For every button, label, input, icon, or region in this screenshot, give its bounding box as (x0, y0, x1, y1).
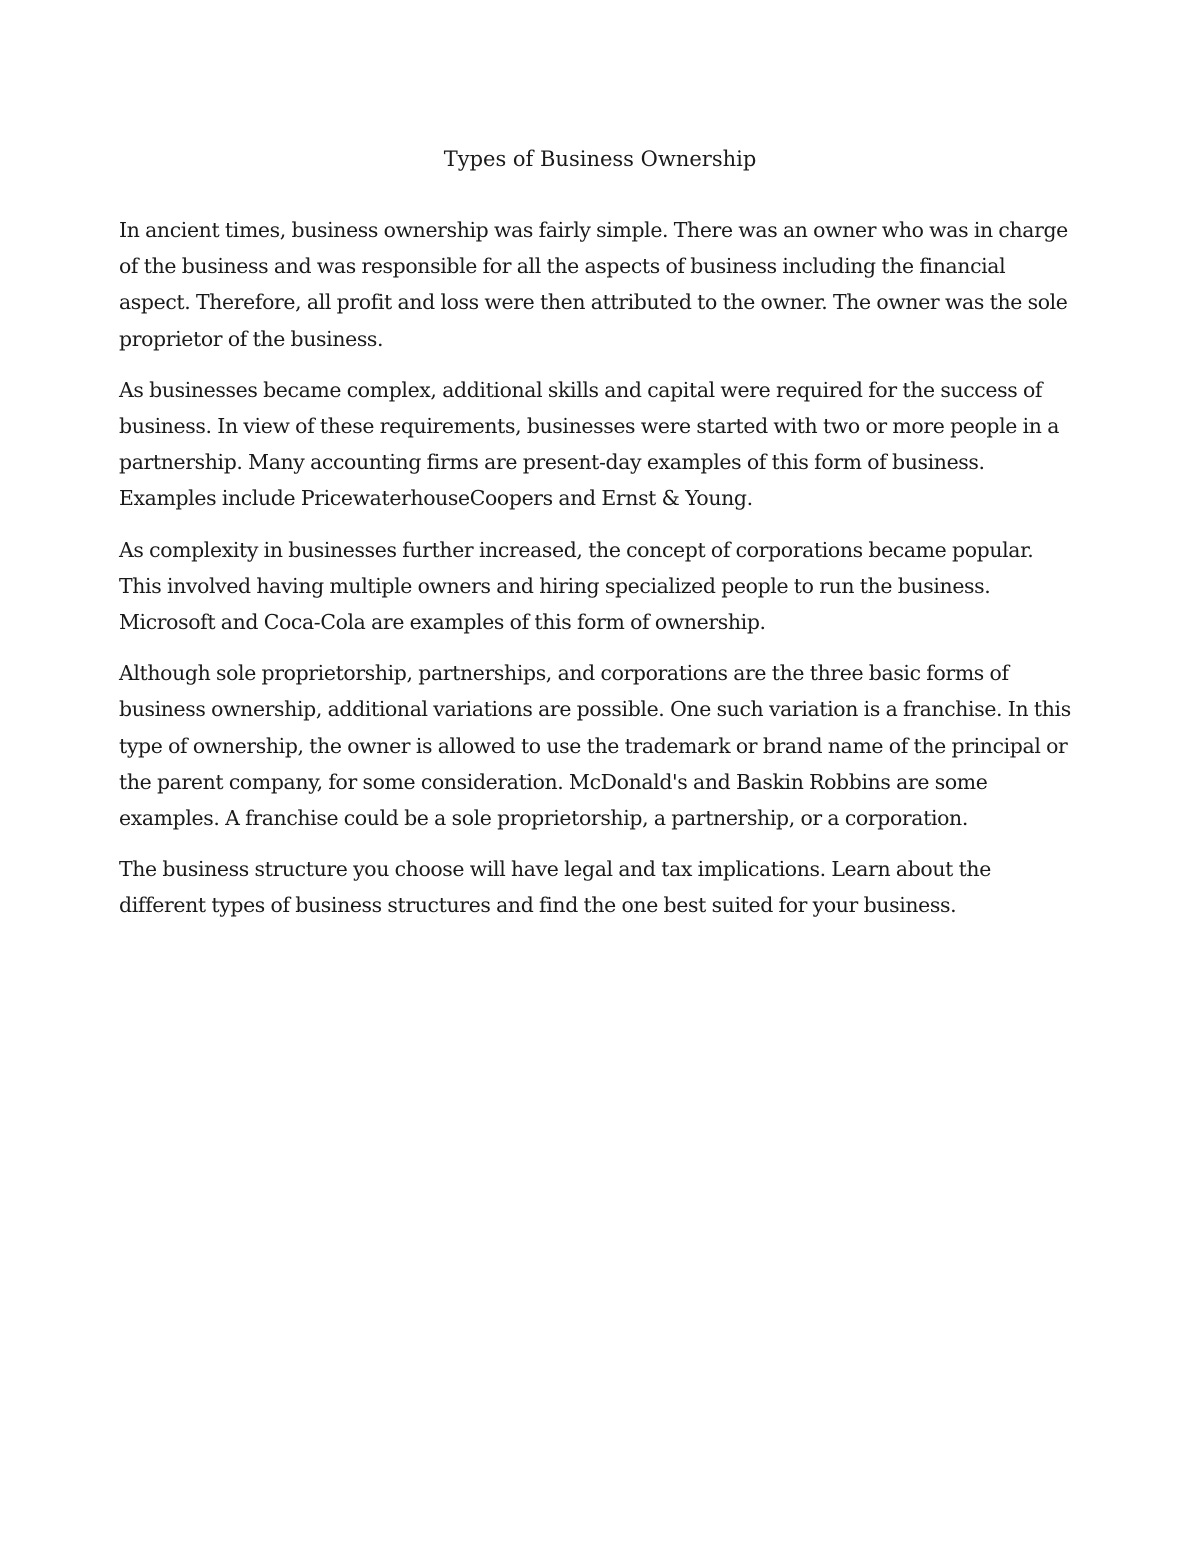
paragraph: As businesses became complex, additional skills and capital were required for the success of business. In view of these requirements, businesses were started with two or more people in a partnership. Many accounting firms are present-day examples of this form of business. Examples include PricewaterhouseCoopers and Ernst & Young. (119, 377, 1060, 511)
paragraph: As complexity in businesses further increased, the concept of corporations became popular. This involved having multiple owners and hiring specialized people to run the business. Microsoft and Coca-Cola are examples of this form of ownership. (119, 537, 1034, 635)
paragraph: Although sole proprietorship, partnerships, and corporations are the three basic forms of business ownership, additional variations are possible. One such variation is a franchise. In this type of ownership, the owner is allowed to use the trademark or brand name of the principal or the parent company, for some consideration. McDonald's and Baskin Robbins are some examples. A franchise could be a sole proprietorship, a partnership, or a corporation. (119, 661, 1071, 831)
paragraph: In ancient times, business ownership was fairly simple. There was an owner who was in charge of the business and was responsible for all the aspects of business including the financial aspect. Therefore, all profit and loss were then attributed to the owner. The owner was the sole proprietor of the business. (119, 218, 1068, 351)
document-title: Types of Business Ownership (443, 147, 757, 171)
document-body (119, 212, 1081, 939)
paragraph: The business structure you choose will have legal and tax implications. Learn about the different types of business structures and find the one best suited for your business. (119, 857, 991, 918)
